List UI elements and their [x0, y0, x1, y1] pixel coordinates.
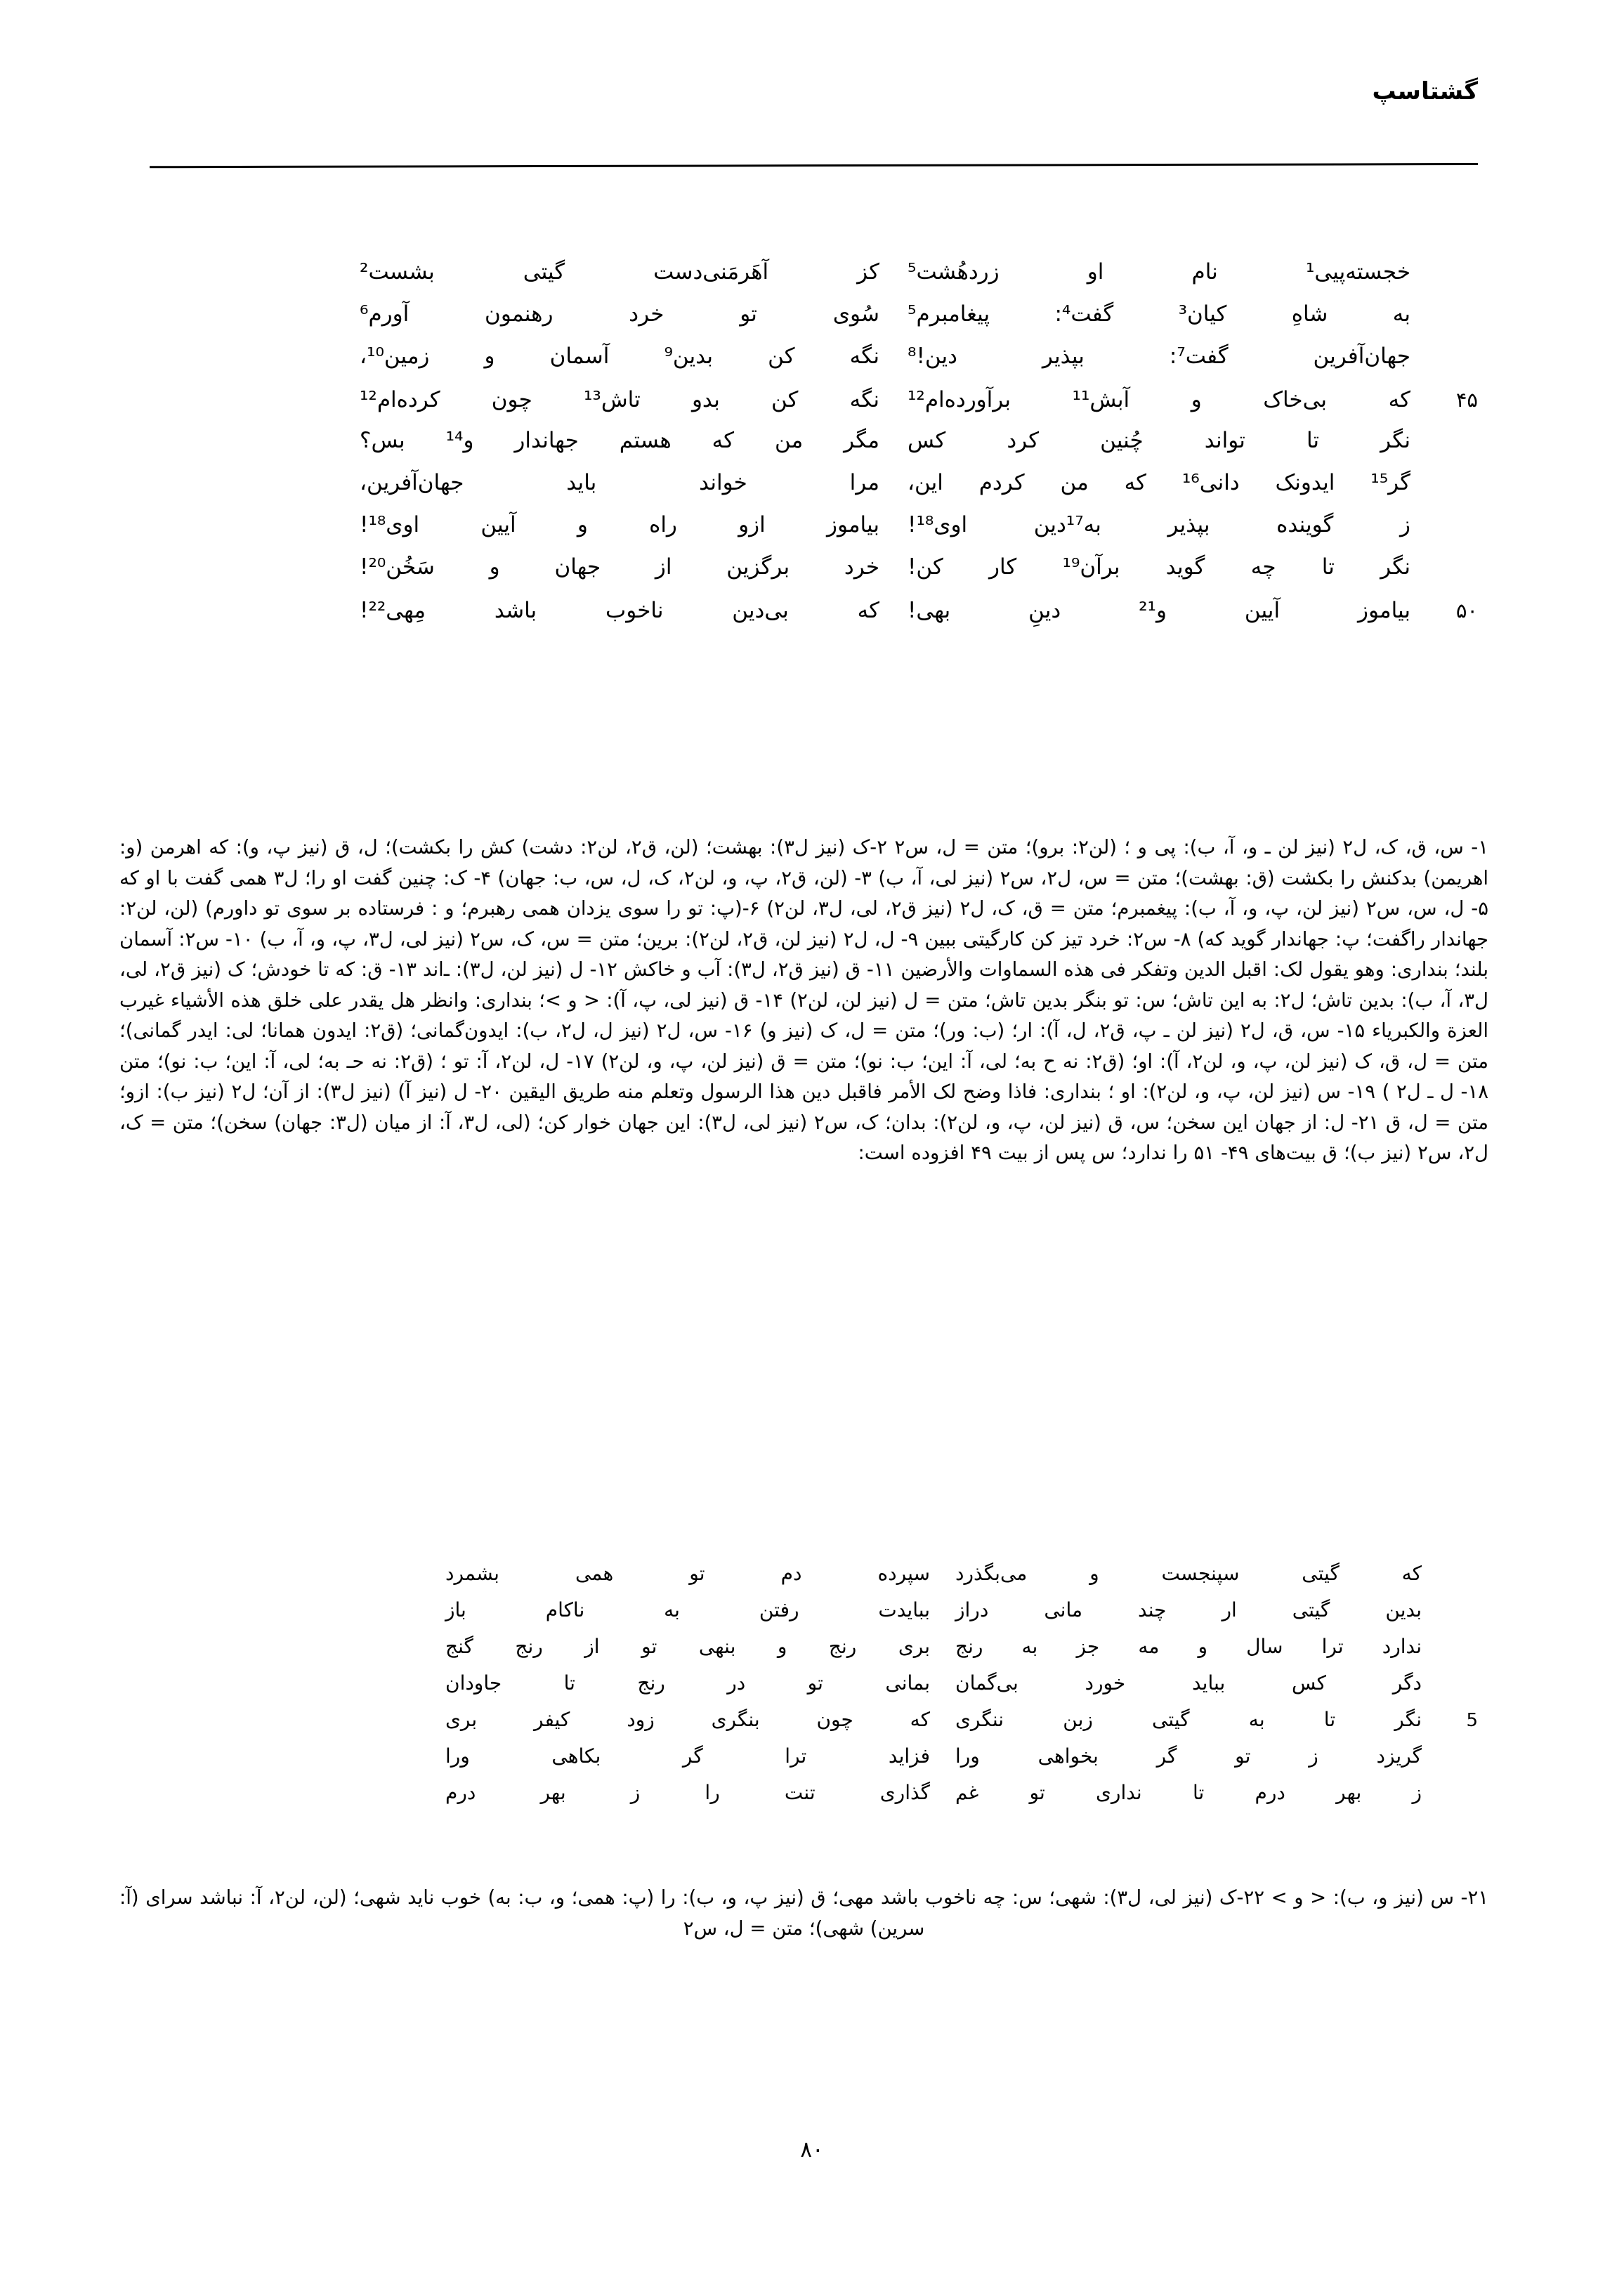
verse-line	[146, 346, 1478, 388]
verse-line	[146, 430, 1478, 472]
hemistich-second: نگه کن بدین⁹ آسمان و زمین¹⁰،	[360, 344, 880, 369]
inserted-hemistich-second: بباید‌ت رفتن به ناکام باز	[445, 1598, 930, 1621]
hemistich-first: به شاهِ کیان³ گفت⁴: پیغامبرم⁵	[908, 301, 1410, 327]
inserted-hemistich-second: گذاری تنت را ز بهر درم	[445, 1781, 930, 1804]
inserted-hemistich-first: نگر تا به گیتی زبن ننگری	[955, 1708, 1422, 1731]
inserted-hemistich-second: بمانی تو در رنج تا جاودان	[445, 1671, 930, 1695]
apparatus-text: ۱- س، ق، ک، ل۲ (نیز لن ـ و، آ، ب): پی و ؛ (لن۲: برو)؛ متن = ل، س۲ ۲-ک (نیز ل۳): بهشت؛ (لن، ق۲، لن۲: دشت) کش را بکشت)؛ ل، ق (نیز پ، و): که اهرمن (و: اهریمن) بدکنش را بکشت (ق: بهشت)؛ متن = س، ل۲، س۲ (نیز لی، آ، ب) ۳- (لن، ق۲، پ، و، لن۲، ک، ل، س، ب: جهان) ۴- ک: چنین گفت او را؛ ل۳ همی گفت با او که ۵- ل، س، س۲ (نیز لن، پ، و، آ، ب): پیغمبرم؛ متن = ق، ک، ل۲ (نیز ق۲، لی، ل۳، لن۲) ۶-(پ: تو را سوی یزدان همی رهبرم؛ و : فرستاده بر سوی تو داورم) (لن، لن۲: جهاندار راگفت؛ پ: جهاندار گوید که) ۸- س۲: خرد تیز کن کارگیتی ببین ۹- ل، ل۲ (نیز لن، ق۲، لن۲): برین؛ متن = س، ک، س۲ (نیز لی، ل۳، پ، و، آ، ب) ۱۰- س۲: آسمان بلند؛ بنداری: وهو یقول لک: اقبل الدین وتفکر فی هذه السماوات والأرضین ۱۱- ق (نیز ق۲، ل۳): آب و خاکش ۱۲- ل (نیز لن، ل۳): ـ‌اند ۱۳- ق: که تا خودش؛ ک (نیز ق۲، لی، ل۳، آ، ب): بدین تاش؛ ل۲: به این تاش؛ س: تو بنگر بدین تاش؛ متن = ل (نیز لن، لن۲) ۱۴- ق (نیز لی، پ، آ): < و >؛ بنداری: وانظر هل یقدر علی خلق هذه الأشیاء غیرب العزة والکبریاء ۱۵- س، ق، ل۲ (نیز لن ـ پ، ق۲، ل، آ): ار؛ (ب: ور)؛ متن = ل، ک (نیز و) ۱۶- س، ل۲ (نیز ل، ل۲، ب): ایدون‌گمانی؛ (ق۲: ایدون همانا؛ لی: ایدر گمانی)؛ متن = ل، ق، ک (نیز لن، پ، و، لن۲، آ): او؛ (ق۲: نه ح به؛ لی، آ: این؛ ب: نو)؛ متن = ق (نیز لن، پ، و، لن۲) ۱۷- ل، لن۲، آ: تو ؛ (ق۲: نه حـ به؛ لی، آ: این؛ ب: نو)؛ متن ۱۸- ل ـ ل۲ ) ۱۹- س (نیز لن، پ، و، لن۲): او ؛ بنداری: فاذا وضح لک الأمر فاقبل دین هذا الرسول وتعلم منه طریق الیقین ۲۰- ل (نیز آ) (نیز ل۳): از آن؛ ل۲ (نیز ب): ازو؛ متن = ل، ق ۲۱- ل: از جهان این سخن؛ س، ق (نیز لن، پ، و، لن۲): بدان؛ ک، س۲ (نیز لی، ل۳): این جهان خوار کن؛ (لی، ل۳، آ: از میان (ل۳: جهان) سخن)؛ متن = ک، ل۲، س۲ (نیز ب)؛ ق بیت‌های ۴۹- ۵۱ را ندارد؛ س پس از بیت ۴۹ افزوده است:	[119, 836, 1489, 1164]
header-rule	[150, 163, 1478, 168]
page-number: ۸۰	[800, 2137, 824, 2162]
inserted-hemistich-first: دگر کس بباید خورد بی‌گمان	[955, 1671, 1422, 1695]
verse-line	[146, 556, 1478, 599]
critical-apparatus-tail	[119, 1883, 1488, 1944]
inserted-verse-line	[146, 1564, 1478, 1600]
verse-line	[146, 388, 1478, 430]
inserted-verse-block	[146, 1564, 1478, 1820]
verse-line	[146, 261, 1478, 303]
inserted-hemistich-second: فزاید ترا گر بکاهی ورا	[445, 1744, 930, 1768]
apparatus-tail-text: ۲۱- س (نیز و، ب): < و > ۲۲-ک (نیز لی، ل۳): شهی؛ س: چه ناخوب باشد مهی؛ ق (نیز پ، و، ب): را (پ: همی؛ و، ب: به) خوب ناید شهی؛ (لن، لن۲، آ: نباشد سرای (آ: سرین) شهی)؛ متن = ل، س۲	[119, 1886, 1489, 1940]
hemistich-second: مگر من که هستم جهاندار و¹⁴ بس؟	[360, 428, 879, 453]
running-head	[146, 79, 1478, 105]
hemistich-first: نگر تا چه گوید بر‌آن¹⁹ کار کن!	[908, 554, 1410, 580]
chapter-title: گشتاسپ	[1372, 77, 1478, 105]
inserted-hemistich-first: که گیتی سپنجست و می‌بگذرد	[955, 1562, 1422, 1585]
hemistich-second: کز آهَرمَنی‌دست گیتی بشست²	[360, 259, 879, 285]
inserted-hemistich-first: ز بهر درم تا نداری تو غم	[955, 1781, 1422, 1804]
inserted-hemistich-first: بدین گیتی ار چند مانی دراز	[955, 1598, 1422, 1621]
verse-block	[146, 261, 1478, 641]
inserted-hemistich-second: سپرده دم تو همی بشمرد	[445, 1562, 930, 1585]
hemistich-first: خجسته‌پیی¹ نام او زردهُشت⁵	[908, 259, 1410, 285]
verse-number: ۵۰	[1455, 599, 1478, 622]
inserted-verse-line	[146, 1710, 1478, 1747]
inserted-verse-line	[146, 1673, 1478, 1710]
hemistich-second: که بی‌دین ناخوب باشد مِهی²²!	[360, 598, 879, 623]
hemistich-first: گر¹⁵ ایدونک دانی¹⁶ که من کردم این،	[908, 470, 1411, 495]
inserted-verse-line	[146, 1783, 1478, 1820]
verse-line	[146, 303, 1478, 346]
inserted-hemistich-second: بری رنج و بنهی تو از رنج گنج	[445, 1635, 930, 1658]
inserted-hemistich-first: گریزد ز تو گر بخواهی ورا	[955, 1744, 1422, 1768]
inserted-verse-line	[146, 1600, 1478, 1637]
inserted-verse-number: 5	[1466, 1710, 1478, 1731]
inserted-verse-line	[146, 1744, 1478, 1783]
verse-line	[146, 599, 1478, 641]
verse-number: ۴۵	[1455, 388, 1478, 412]
inserted-hemistich-second: که چون بنگری زود کیفر بری	[445, 1708, 930, 1731]
hemistich-first: جهان‌آفرین گفت⁷: بپذیر دین!⁸	[908, 344, 1410, 369]
hemistich-first: ز گوینده بپذیر به¹⁷دین اوی¹⁸!	[908, 512, 1410, 537]
inserted-hemistich-first: ندارد ترا سال و مه جز به رنج	[955, 1635, 1422, 1658]
critical-apparatus	[119, 833, 1488, 1169]
hemistich-first: بیاموز آیین و²¹ دینِ بهی!	[908, 598, 1411, 623]
hemistich-second: بیاموز ازو راه و آیین اوی¹⁸!	[360, 512, 879, 537]
verse-line	[146, 514, 1478, 556]
inserted-verse-line	[146, 1637, 1478, 1673]
hemistich-second: خرد برگزین از جهان و سَخُن²⁰!	[360, 554, 879, 580]
hemistich-first: که بی‌خاک و آبش¹¹ برآورده‌ام¹²	[908, 387, 1410, 412]
hemistich-second: سُوی تو خرد رهنمون آورم⁶	[360, 301, 879, 327]
hemistich-second: نگه کن بدو تاش¹³ چون کرده‌ام¹²	[360, 387, 879, 412]
hemistich-first: نگر تا تواند چُنین کرد کس	[908, 428, 1410, 453]
hemistich-second: مرا خواند باید جهان‌آفرین،	[360, 470, 879, 495]
verse-line	[146, 472, 1478, 514]
